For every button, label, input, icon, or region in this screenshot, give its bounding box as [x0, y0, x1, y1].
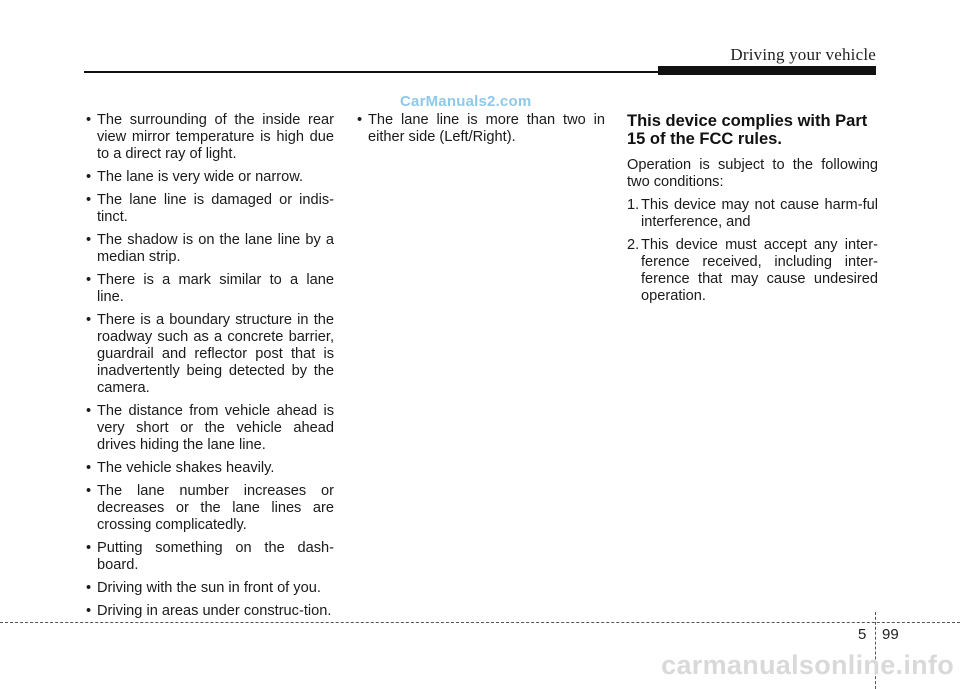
condition-text: This device must accept any inter-ference received, including inter-ference that may cause undesired operation. — [641, 237, 878, 304]
bullet-icon: • — [86, 112, 92, 128]
fcc-intro: Operation is subject to the following two conditions: — [627, 157, 878, 190]
condition-list-left — [84, 112, 334, 620]
bullet-item — [355, 112, 605, 146]
bullet-item — [84, 169, 334, 186]
bullet-icon: • — [357, 112, 363, 128]
bullet-item — [84, 272, 334, 306]
column-left — [84, 112, 334, 626]
bullet-item — [84, 483, 334, 534]
fcc-heading: This device complies with Part 15 of the FCC rules. — [627, 112, 868, 148]
bullet-item — [84, 540, 334, 574]
fcc-condition — [627, 197, 878, 231]
bullet-icon: • — [86, 483, 92, 499]
bullet-item — [84, 192, 334, 226]
bullet-icon: • — [86, 272, 92, 288]
bottom-watermark: carmanualsonline.info — [661, 650, 954, 680]
column-right — [627, 112, 878, 311]
fcc-condition — [627, 237, 878, 305]
header-rule — [84, 71, 660, 73]
bullet-text: The vehicle shakes heavily. — [97, 460, 275, 476]
bullet-icon: • — [86, 403, 92, 419]
bullet-text: The shadow is on the lane line by a median strip. — [97, 232, 334, 265]
header-rule-tab — [658, 66, 876, 75]
bullet-icon: • — [86, 580, 92, 596]
bullet-item — [84, 403, 334, 454]
bullet-icon: • — [86, 312, 92, 328]
condition-list-middle — [355, 112, 605, 146]
fcc-conditions — [627, 197, 878, 305]
bullet-text: The lane number increases or decreases or the lane lines are crossing complicatedly. — [97, 483, 334, 533]
bullet-text: Putting something on the dash-board. — [97, 540, 334, 573]
bullet-text: The lane is very wide or narrow. — [97, 169, 304, 185]
column-middle — [355, 112, 605, 152]
top-watermark: CarManuals2.com — [400, 93, 532, 110]
bullet-icon: • — [86, 192, 92, 208]
bullet-icon: • — [86, 603, 92, 619]
bullet-item — [84, 580, 334, 597]
bullet-text: The lane line is damaged or indis-tinct. — [97, 192, 334, 225]
bullet-icon: • — [86, 460, 92, 476]
bullet-text: There is a boundary structure in the roadway such as a concrete barrier, guardrail and reflector post that is inadvertently being detected by the camera. — [97, 312, 334, 396]
bullet-text: The lane line is more than two in either side (Left/Right). — [368, 112, 605, 145]
bullet-text: Driving in areas under construc-tion. — [97, 603, 332, 619]
bullet-item — [84, 112, 334, 163]
condition-text: This device may not cause harm-ful interference, and — [641, 197, 878, 230]
bullet-text: The distance from vehicle ahead is very short or the vehicle ahead drives hiding the lane line. — [97, 403, 334, 453]
bullet-icon: • — [86, 169, 92, 185]
bullet-item — [84, 603, 334, 620]
condition-number: 2. — [627, 237, 640, 253]
bullet-item — [84, 312, 334, 397]
page-header-title: Driving your vehicle — [730, 45, 876, 64]
bullet-icon: • — [86, 540, 92, 556]
bullet-text: There is a mark similar to a lane line. — [97, 272, 334, 305]
page-number: 99 — [882, 626, 899, 643]
footer-dashed-rule — [0, 622, 960, 623]
chapter-number: 5 — [858, 626, 867, 643]
bullet-item — [84, 232, 334, 266]
bullet-text: The surrounding of the inside rear view mirror temperature is high due to a direct ray of light. — [97, 112, 334, 162]
bullet-item — [84, 460, 334, 477]
condition-number: 1. — [627, 197, 640, 213]
bullet-icon: • — [86, 232, 92, 248]
bullet-text: Driving with the sun in front of you. — [97, 580, 321, 596]
